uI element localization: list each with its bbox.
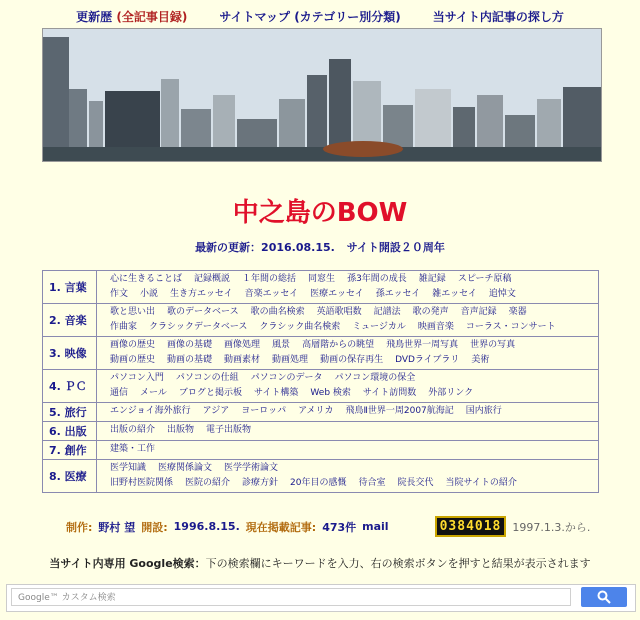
category-label[interactable]: 1. 言葉 [43,271,97,304]
update-date: 最新の更新：2016.08.15. [195,241,335,254]
menu-link[interactable]: スピーチ原稿 [457,274,512,284]
menu-link[interactable]: 孫3年間の成長 [347,274,407,284]
category-row [43,271,599,304]
menu-link[interactable]: 動画の基礎 [167,355,213,365]
category-label[interactable]: 6. 出版 [43,422,97,441]
menu-link[interactable]: 診療方針 [242,478,279,488]
menu-link[interactable]: 生き方エッセイ [170,289,233,299]
category-links [97,422,599,441]
menu-link[interactable]: 記録概説 [194,274,231,284]
site-title: 中之島のBOW [232,198,408,228]
menu-link[interactable]: アジア [202,406,230,416]
mail-link[interactable]: mail [362,520,389,533]
author-name[interactable]: 野村 望 [98,520,136,534]
menu-link[interactable]: 画像処理 [224,340,261,350]
menu-link[interactable]: サイト訪問数 [362,388,417,398]
menu-link[interactable]: 医療エッセイ [310,289,364,299]
menu-link[interactable]: 作文 [110,289,129,299]
google-search-bar [6,584,636,612]
menu-link[interactable]: クラシックデータベース [149,322,248,332]
menu-link[interactable]: 飛鳥Ⅱ世界一周2007航海記 [345,406,454,416]
menu-link[interactable]: 歌のデータベース [167,307,239,317]
category-links [97,337,599,370]
menu-link[interactable]: 心に生きることば [110,274,183,284]
link-line [98,386,597,401]
menu-link[interactable]: パソコンの仕組 [175,373,239,383]
google-instructions: 下の検索欄にキーワードを入力、右の検索ボタンを押すと結果が表示されます [205,557,591,570]
menu-link[interactable]: 20年目の感慨 [290,478,347,488]
link-line [98,476,597,491]
menu-link[interactable]: サイト構築 [254,388,299,398]
menu-link[interactable]: 雑エッセイ [432,289,477,299]
menu-link[interactable]: 風景 [272,340,291,350]
articles-count: 473件 [322,520,357,534]
menu-link[interactable]: 追悼文 [488,289,516,299]
sitemap-link[interactable]: サイトマップ (カテゴリー別分類) [219,10,401,24]
link-line [98,353,597,368]
visitor-counter: 0384018 [435,516,507,537]
latest-update [0,239,640,255]
menu-link[interactable]: 美術 [471,355,490,365]
articles-label: 現在掲載記事: [245,520,317,534]
menu-link[interactable]: クラシック曲名検索 [259,322,341,332]
menu-link[interactable]: 孫エッセイ [375,289,421,299]
menu-link[interactable]: エンジョイ海外旅行 [110,406,191,416]
menu-link[interactable]: 待合室 [358,478,386,488]
menu-link[interactable]: 医学学術論文 [224,463,279,473]
menu-link[interactable]: メール [140,388,167,398]
link-line [98,287,597,302]
menu-link[interactable]: 歌の曲名検索 [250,307,305,317]
menu-link[interactable]: 英語歌唱数 [316,307,362,317]
menu-link[interactable]: 出版の紹介 [110,425,156,435]
category-links [97,304,599,337]
opened-label: 開設: [141,520,168,534]
category-row [43,304,599,337]
category-label[interactable]: 8. 医療 [43,460,97,493]
link-line [98,338,597,353]
menu-link[interactable]: 通信 [110,388,129,398]
menu-link[interactable]: 動画素材 [224,355,261,365]
category-row [43,337,599,370]
menu-link[interactable]: 出版物 [167,425,195,435]
menu-link[interactable]: コーラス・コンサート [465,322,556,332]
category-links [97,370,599,403]
menu-link[interactable]: 当院サイトの紹介 [445,478,517,488]
menu-link[interactable]: パソコン入門 [110,373,164,383]
author-label: 制作: [66,520,93,534]
menu-link[interactable]: 歌の発声 [412,307,449,317]
history-link[interactable]: 更新歴 (全記事目録) [76,10,188,24]
link-line [98,423,597,438]
menu-link[interactable]: パソコン環境の保全 [334,373,416,383]
opened-date: 1996.8.15. [173,520,240,533]
menu-link[interactable]: 動画の保存再生 [320,355,384,365]
menu-link[interactable]: 作曲家 [110,322,138,332]
menu-link[interactable]: １年間の総括 [242,274,297,284]
menu-link[interactable]: 旧野村医院関係 [110,478,174,488]
anniversary-label: サイト開設２０周年 [346,241,445,254]
menu-link[interactable]: ヨーロッパ [241,406,287,416]
search-input[interactable]: Google™ カスタム検索 [11,588,571,606]
site-info [66,516,590,537]
category-links [97,271,599,304]
menu-link[interactable]: ブログと掲示板 [178,388,243,398]
category-links [97,460,599,493]
link-line [98,305,597,320]
category-label[interactable]: 2. 音楽 [43,304,97,337]
category-row [43,422,599,441]
menu-link[interactable]: 歌と思い出 [110,307,156,317]
search-button[interactable] [581,587,627,607]
category-label[interactable]: 3. 映像 [43,337,97,370]
link-line [98,442,597,457]
category-links [97,441,599,460]
howto-link[interactable]: 当サイト内記事の探し方 [432,10,564,24]
menu-link[interactable]: 高層階からの眺望 [302,340,375,350]
menu-link[interactable]: 映画音楽 [417,322,454,332]
counter-since: 1997.1.3.から. [512,520,591,534]
category-menu [42,270,599,493]
menu-link[interactable]: Web 検索 [310,388,351,398]
menu-link[interactable]: 雑記録 [418,274,446,284]
menu-link[interactable]: パソコンのデータ [250,373,323,383]
menu-link[interactable]: 飛鳥世界一周写真 [386,340,459,350]
link-line [98,371,597,386]
category-label[interactable]: 5. 旅行 [43,403,97,422]
menu-link[interactable]: 動画の歴史 [110,355,156,365]
menu-link[interactable]: 音声記録 [460,307,497,317]
google-label: 当サイト内専用 Google検索： [49,557,206,570]
menu-link[interactable]: 医療関係論文 [158,463,213,473]
menu-link[interactable]: 同窓生 [308,274,336,284]
category-row [43,460,599,493]
link-line [98,404,597,419]
menu-link[interactable]: 小説 [140,289,159,299]
menu-link[interactable]: 医院の紹介 [185,478,231,488]
menu-link[interactable]: 外部リンク [428,388,474,398]
menu-link[interactable]: 建築・工作 [110,444,156,454]
link-line [98,272,597,287]
link-line [98,461,597,476]
menu-link[interactable]: 国内旅行 [465,406,502,416]
top-navigation [0,8,640,25]
menu-link[interactable]: 楽器 [508,307,527,317]
menu-link[interactable]: 音楽エッセイ [244,289,299,299]
link-line [98,320,597,335]
category-label[interactable]: 7. 創作 [43,441,97,460]
menu-link[interactable]: アメリカ [298,406,334,416]
search-icon [597,590,611,604]
menu-link[interactable]: 動画処理 [272,355,309,365]
menu-link[interactable]: 電子出版物 [206,425,252,435]
menu-link[interactable]: 医学知識 [110,463,147,473]
menu-link[interactable]: 世界の写真 [470,340,516,350]
city-panorama-banner [42,28,602,162]
category-links [97,403,599,422]
menu-link[interactable]: 画像の基礎 [167,340,213,350]
category-row [43,370,599,403]
menu-link[interactable]: DVDライブラリ [395,355,460,365]
category-row [43,441,599,460]
menu-link[interactable]: 記譜法 [373,307,401,317]
menu-link[interactable]: 画像の歴史 [110,340,156,350]
menu-link[interactable]: 院長交代 [397,478,434,488]
menu-link[interactable]: ミュージカル [352,322,406,332]
google-search-instructions [0,555,640,571]
category-row [43,403,599,422]
category-label[interactable]: 4. ＰＣ [43,370,97,403]
